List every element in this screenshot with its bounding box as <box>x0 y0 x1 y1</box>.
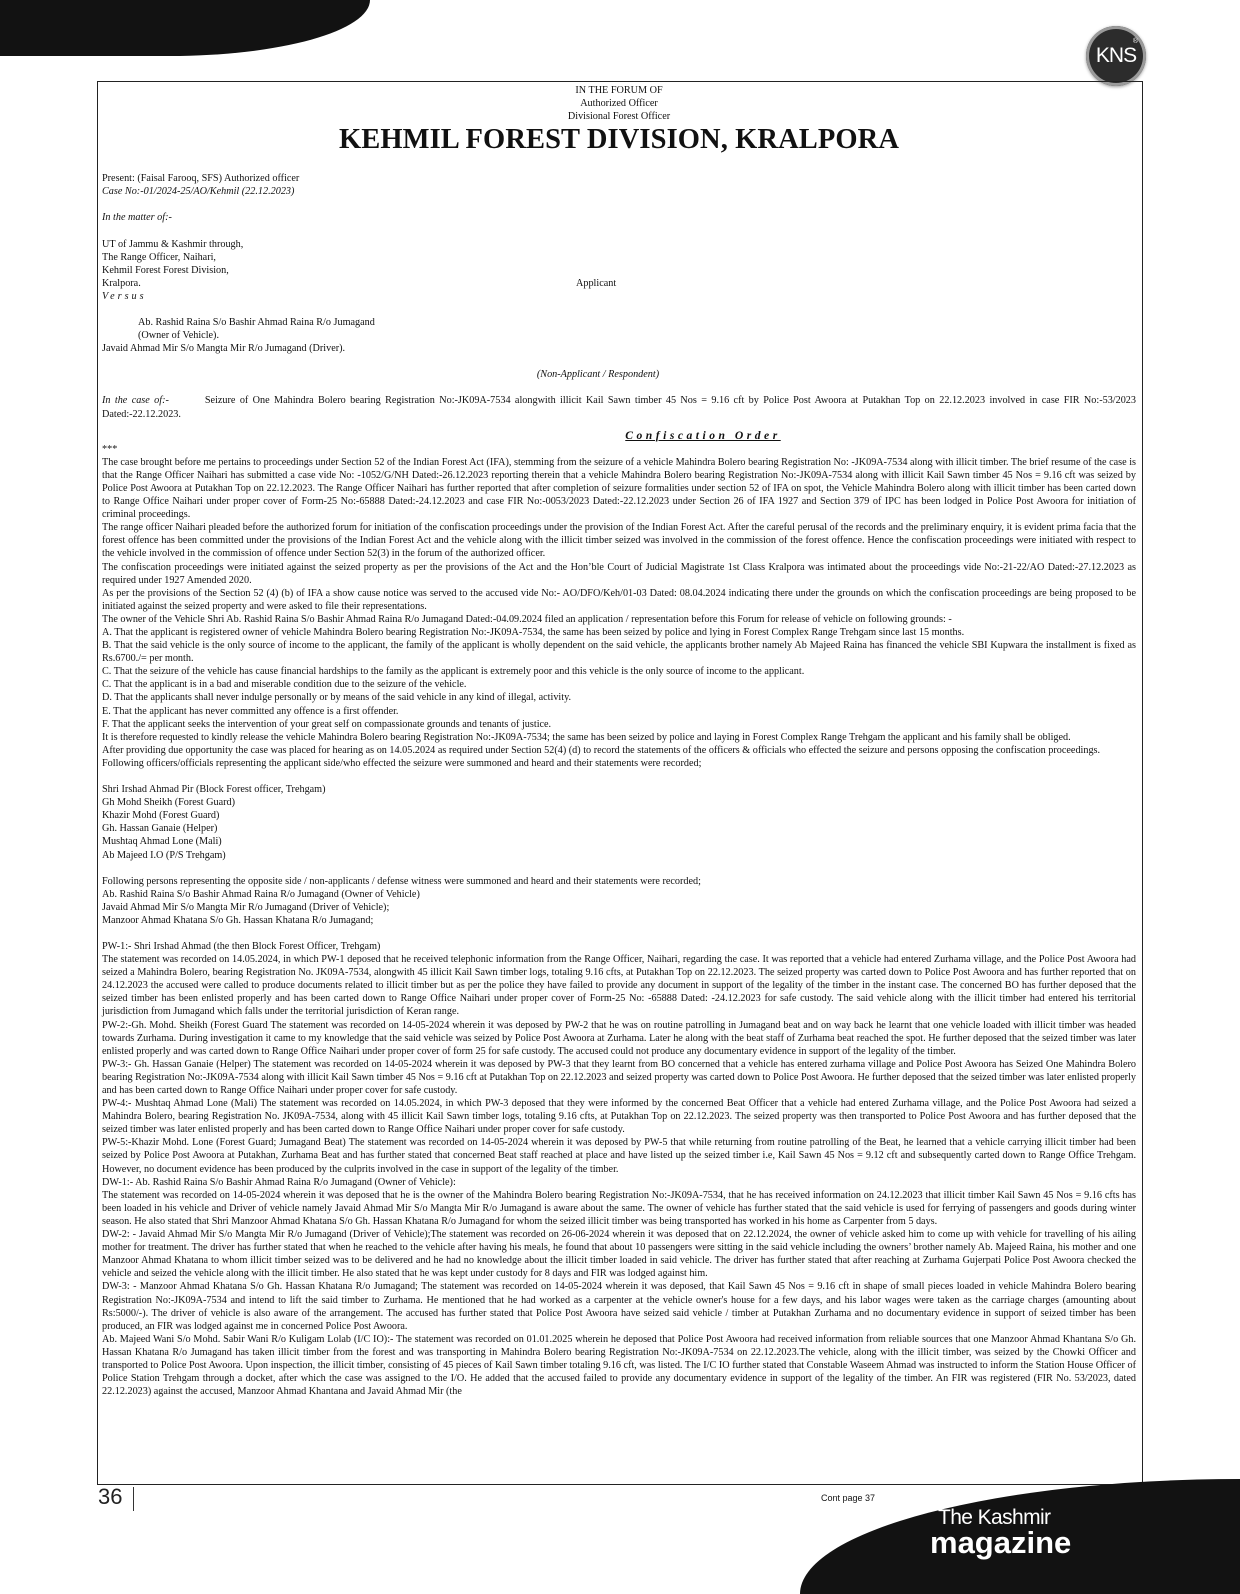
paragraph: The range officer Naihari pleaded before the authorized forum for initiation of the confiscation proceedings under the provision of the Indian Forest Act. After the careful perusal of the records and the preliminary enquiry, it is evident prima facia that the forest offence has been committed under the provisions of the Indian Forest Act and the vehicle along with the illicit timber seized was involved in the commission of the forest offence. Hence the confiscation proceedings were initiated with respect to the vehicle involved in the commission of offence under Section 52(3) in the forum of the authorized officer. <box>102 522 1136 560</box>
defense-intro: Following persons representing the opposite side / non-applicants / defense witness were summoned and heard and their statements were recorded; <box>102 875 701 887</box>
page-number: 36 <box>98 1484 123 1509</box>
ground-item: C. That the applicant is in a bad and miserable condition due to the seizure of the vehicle. <box>102 679 467 691</box>
present-line: Present: (Faisal Farooq, SFS) Authorized officer <box>102 173 300 185</box>
paragraph: As per the provisions of the Section 52 (4) (b) of IFA a show cause notice was served to the accused vide No:- AO/DFO/Keh/01-03 Dated: 08.04.2024 indicating there under the grounds on which the confiscation proceedings are being proposed to be initiated against the seized property and were asked to file their representations. <box>102 587 1136 612</box>
witness-statement: The statement was recorded on 14-05-2024 wherein it was deposed that he is the owner of the Mahindra Bolero bearing Registration No:-JK09A-7534, that he has received information on 24.12.2023 that illicit timber Kail Sawn 45 Nos = 9.16 cfts has been loaded in his vehicle and Driver of vehicle namely Javaid Ahmad Mir S/o Mangta Mir R/o Jumagand is aware about the same. The owner of vehicle has further stated that the said vehicle is used for ferrying of passengers and goods during winter season. He also stated that Shri Manzoor Ahmad Khatana S/o Gh. Hassan Khatana R/o Jumagand for whom the seized illicit timber was being transported has worked in his home as Carpenter from 5 days. <box>102 1189 1136 1227</box>
ground-item: D. That the applicants shall never indulge personally or by means of the said vehicle in any kind of illegal, activity. <box>102 692 572 704</box>
witness-statement: PW-3:- Gh. Hassan Ganaie (Helper) The statement was recorded on 14-05-2024 wherein it was deposed by PW-3 that they learnt from BO concerned that a vehicle has entered zurhama village and Police Post Awoora has Seized One Mahindra Bolero bearing Registration No:-JK09A-7534 along with illicit Kail Sawn timber 45 Nos = 9.16 cft at Putakhan Top on 22.12.2023 and seized property was carted down to Police Post Awoora. He further deposed that the seized timber was later enlisted properly and has been carted down to Range Office Naihari under proper cover for safe custody. <box>102 1058 1136 1096</box>
stars: *** <box>102 443 118 455</box>
in-case-paragraph <box>102 394 1136 420</box>
paragraph: The owner of the Vehicle Shri Ab. Rashid Raina S/o Bashir Ahmad Raina R/o Jumagand Dated:-04.09.2024 filed an application / representation before this Forum for release of vehicle on following grounds: - <box>102 613 952 625</box>
brand-name-line1: The Kashmir <box>938 1506 1051 1529</box>
paragraph: The confiscation proceedings were initiated against the seized property as per the provisions of the Act and the Hon’ble Court of Judicial Magistrate 1st Class Kralpora was intimated about the proceedings vide No:-21-22/AO Dated:-27.12.2023 as required under 1927 Amended 2020. <box>102 561 1136 586</box>
ground-item: E. That the applicant has never committed any offence is a first offender. <box>102 705 399 717</box>
document-title: KEHMIL FOREST DIVISION, KRALPORA <box>338 124 900 156</box>
witness-statement: Ab. Majeed Wani S/o Mohd. Sabir Wani R/o Kuligam Lolab (I/C IO):- The statement was recorded on 01.01.2025 wherein he deposed that Police Post Awoora had received information from reliable sources that one Manzoor Ahmad Khantana S/o Gh. Hassan Khatana R/o Jumagand has taken illicit timber from the forest and was transporting in Mahindra Bolero bearing Registration No:-JK09A-7534 on 22.12.2023.The vehicle, along with the illicit timber, was seized by the Chowki Officer and transported to Police Post Awoora. Upon inspection, the illicit timber, consisting of 45 pieces of Kail Sawn timber totaling 9.16 cft, was listed. The I/C IO further stated that Constable Waseem Ahmad was instructed to inform the Station House Officer of Police Station Trehgam through a docket, after which the case was assigned to the I/O. He added that the accused failed to provide any documentary evidence in support of the legality of the timber. An FIR was registered (FIR No. 53/2023, dated 22.12.2023) against the accused, Manzoor Ahmad Khantana and Javaid Ahmad Mir (the <box>102 1333 1136 1398</box>
ground-item: B. That the said vehicle is the only source of income to the applicant, the family of the applicant is wholly dependent on the said vehicle, the applicants brother namely Ab Majeed Raina has financed the vehicle SBI Kupwara the installment is fixed as Rs.6700./= per month. <box>102 640 1136 665</box>
ground-item: F. That the applicant seeks the intervention of your great self on compassionate grounds and tenants of justice. <box>102 718 552 730</box>
official-name: Ab Majeed I.O (P/S Trehgam) <box>102 849 226 861</box>
in-matter-label: In the matter of:- <box>102 212 172 224</box>
respondent-line: (Owner of Vehicle). <box>138 330 219 342</box>
continued-note: Cont page 37 <box>821 1493 876 1503</box>
official-name: Mushtaq Ahmad Lone (Mali) <box>102 836 222 848</box>
official-name: Shri Irshad Ahmad Pir (Block Forest officer, Trehgam) <box>102 784 326 796</box>
defense-name: Javaid Ahmad Mir S/o Mangta Mir R/o Jumagand (Driver of Vehicle); <box>102 901 390 913</box>
witness-statement: DW-2: - Javaid Ahmad Mir S/o Mangta Mir R/o Jumagand (Driver of Vehicle);The statement was recorded on 26-06-2024 wherein it was deposed that on 22.12.2024, the owner of vehicle asked him to come up with vehicle for travelling of his ailing mother for treatment. The driver has further stated that when he reached to the vehicle after having his meals, he found that about 10 passengers were sitting in the said vehicle including the owners’ brother namely Ab. Majeed Raina, his mother and one Manzoor Ahmad Khatana to whom illicit timber seized was to be delivered and he had no knowledge about the illicit timber loaded in said vehicle. The driver has further stated that after reaching at Zurhama Gujerpati Police Post Awoora checked the vehicle and seized the vehicle along with the illicit timber. He also stated that he was kept under custody for 8 days and FIR was lodged against him. <box>102 1229 1136 1280</box>
page-number-divider <box>133 1487 134 1511</box>
defense-name: Manzoor Ahmad Khatana S/o Gh. Hassan Khatana R/o Jumagand; <box>102 914 374 926</box>
official-name: Khazir Mohd (Forest Guard) <box>102 810 220 822</box>
witness-statement: PW-2:-Gh. Mohd. Sheikh (Forest Guard The statement was recorded on 14-05-2024 wherein it was deposed by PW-2 that he was on routine patrolling in Jumagand beat and on way back he learnt that one vehicle loaded with illicit timber was headed towards Zurhama. During investigation it came to my knowledge that the said vehicle was seized by Police Post Awoora at Zurhama. Later he along with the beat staff of Zurhama beat reached the spot. He further deposed that the seized timber was later enlisted properly and was carted down to Range Office Naihari under proper cover of form 25 for safe custody. The accused could not produce any documentary evidence in support of the legality of the timber. <box>102 1019 1136 1057</box>
witness-statement: The statement was recorded on 14.05.2024, in which PW-1 deposed that he received telephonic information from the Range Officer, Naihari, regarding the case. It was reported that a vehicle had entered Zurhama village, and the Police Post Awoora had seized a Mahindra Bolero, bearing Registration No. JK09A-7534, alongwith 45 illicit Kail Sawn timber logs, totaling 9.16 cfts, at Putakhan Top on 22.12.2023. The seized property was carted down to Police Post Awoora and has further reported that on 24.12.2023 the accused were called to produce documents related to illicit timber but as per the police they have failed to provide any document in support of the legality of the timber in the instant case. The concerned BO has further deposed that the seized timber has been enlisted properly and has been carted down to Range Office Naihari under proper cover of Form-25 No: -65888 Dated: -24.12.2023 for safe custody. The said vehicle along with the illicit timber had entered his territorial jurisdiction from Jumagand which falls under the territorial jurisdiction of Keran range. <box>102 954 1136 1018</box>
respondent-line: Ab. Rashid Raina S/o Bashir Ahmad Raina R/o Jumagand <box>138 317 375 329</box>
defense-name: Ab. Rashid Raina S/o Bashir Ahmad Raina R/o Jumagand (Owner of Vehicle) <box>102 888 420 900</box>
applicant-line: The Range Officer, Naihari, <box>102 251 216 263</box>
applicant-line: UT of Jammu & Kashmir through, <box>102 238 244 250</box>
applicant-line: Kehmil Forest Forest Division, <box>102 264 229 276</box>
applicant-line: Kralpora. <box>102 277 141 289</box>
paragraph: After providing due opportunity the case was placed for hearing as on 14.05.2024 as required under Section 52(4) (d) to record the statements of the officers & officials who effected the seizure and persons opposing the confiscation proceedings. <box>102 744 1101 756</box>
witness-heading: PW-1:- Shri Irshad Ahmad (the then Block Forest Officer, Trehgam) <box>102 940 381 952</box>
kns-logo: KNS ® <box>1086 26 1146 86</box>
official-name: Gh. Hassan Ganaie (Helper) <box>102 823 218 835</box>
versus-label: Versus <box>102 290 147 302</box>
forum-line: IN THE FORUM OF <box>575 85 663 96</box>
official-name: Gh Mohd Sheikh (Forest Guard) <box>102 797 235 809</box>
paragraph: It is therefore requested to kindly release the vehicle Mahindra Bolero bearing Registration No:-JK09A-7534; the same has been seized by police and laying in Forest Complex Range Trehgam the applicant and his family shall be obliged. <box>102 731 1071 743</box>
officer-line-2: Divisional Forest Officer <box>567 111 671 123</box>
respondent-label: (Non-Applicant / Respondent) <box>536 369 660 381</box>
brand-name-line2: magazine <box>930 1525 1072 1560</box>
paragraph: Following officers/officials representing the applicant side/who effected the seizure were summoned and heard and their statements were recorded; <box>102 757 702 769</box>
witness-statement: PW-5:-Khazir Mohd. Lone (Forest Guard; Jumagand Beat) The statement was recorded on 14-05-2024 wherein it was deposed by PW-5 that while returning from routine patrolling of the Beat, he learned that a vehicle carrying illicit timber had been seized by Police Post Awoora at Putakhan, Zurhama Beat and has further stated that concerned Beat staff reached at place and have listed up the seized timber i.e, Kail Sawn 45 Nos = 9.12 cft and subsequently carted down to Range Office Trehgam. However, no document evidence has been produced by the culprits involved in the case in support of the legality of the timber. <box>102 1137 1136 1175</box>
ground-item: C. That the seizure of the vehicle has cause financial hardships to the family as the applicant is extremely poor and this vehicle is the only source of income to the applicant. <box>102 666 805 678</box>
applicant-label: Applicant <box>576 277 617 289</box>
paragraph: The case brought before me pertains to proceedings under Section 52 of the Indian Forest Act (IFA), stemming from the seizure of a vehicle Mahindra Bolero bearing Registration No: -JK09A-7534 along with illicit timber. The brief resume of the case is that the Range Officer Naihari has submitted a case vide No: -1052/G/NH Dated:-26.12.2023 reporting therein that a vehicle Mahindra Bolero bearing Registration No:-JK09A-7534 along with illicit Kail Sawn timber 45 Nos = 9.16 cft was seized by Police Post Awoora at Putakhan Top on 22.12.2023. The Range Officer Naihari has further reported that after completion of seizure formalities under section 52 of IFA on spot, the Vehicle Mahindra Bolero along with illicit timber has been carted down to Range Office Naihari under proper cover of Form-25 No:-65888 Dated:-24.12.2023 and case FIR No:-0053/2023 Dated:-22.12.2023 under Section 26 of IFA 1927 and Section 379 of IPC has been lodged in Police Post Awoora for initiation of criminal proceedings. <box>102 456 1136 521</box>
document <box>102 84 1136 1398</box>
in-case-label: In the case of:- <box>102 395 169 407</box>
case-number: Case No:-01/2024-25/AO/Kehmil (22.12.2023) <box>102 186 295 198</box>
witness-heading: DW-1:- Ab. Rashid Raina S/o Bashir Ahmad Raina R/o Jumagand (Owner of Vehicle): <box>102 1176 456 1188</box>
respondent-line: Javaid Ahmad Mir S/o Mangta Mir R/o Jumagand (Driver). <box>102 343 346 355</box>
in-case-text: Seizure of One Mahindra Bolero bearing Registration No:-JK09A-7534 alongwith illicit Kail Sawn timber 45 Nos = 9.16 cft by Police Post Awoora at Putakhan Top on 22.12.2023 involved in case FIR No:-53/2023 Dated:-22.12.2023. <box>102 395 1136 420</box>
witness-statement: DW-3: - Manzoor Ahmad Khatana S/o Gh. Hassan Khatana R/o Jumagand; The statement was recorded on 14-05-2024 wherein it was deposed, that Kail Sawn 45 Nos = 9.16 cft in shape of small pieces loaded in vehicle Mahindra Bolero bearing Registration No:-JK09A-7534 and intend to lift the said timber to Zurhama. He mentioned that he had worked as a carpenter at the vehicle owner's house for a few days, and his labor wages were taken as the carriage charges (amounting about Rs:5000/-). The driver of vehicle is also aware of the arrangement. The accused has further stated that Police Post Awoora have seized said vehicle / timber at Putakhan Zurhama and no documentary evidence in support of seized timber has been produced, an FIR was lodged against me in concerned Police Post Awoora. <box>102 1281 1136 1332</box>
order-title: Confiscation Order <box>625 428 781 442</box>
corner-decoration-top <box>0 0 370 56</box>
ground-item: A. That the applicant is registered owner of vehicle Mahindra Bolero bearing Registration No:-JK09A-7534, the same has been seized by police and lying in Forest Complex Range Trehgam since last 15 months. <box>102 627 965 638</box>
witness-statement: PW-4:- Mushtaq Ahmad Lone (Mali) The statement was recorded on 14.05.2024, in which PW-3 deposed that they were informed by the concerned Beat Officer that a vehicle had entered Zurhama village, and the Police Post Awoora had seized a Mahindra Bolero, bearing Registration No. JK09A-7534, along with 45 illicit Kail Sawn timber logs, totaling 9.16 cfts, at Putakhan Top on 22.12.2023. The seized property was then transported to Police Post Awoora and has further deposed that the seized timber was later enlisted properly and has been carted down to Range Office Naihari under proper cover for safe custody. <box>102 1098 1136 1136</box>
officer-line-1: Authorized Officer <box>580 98 658 110</box>
